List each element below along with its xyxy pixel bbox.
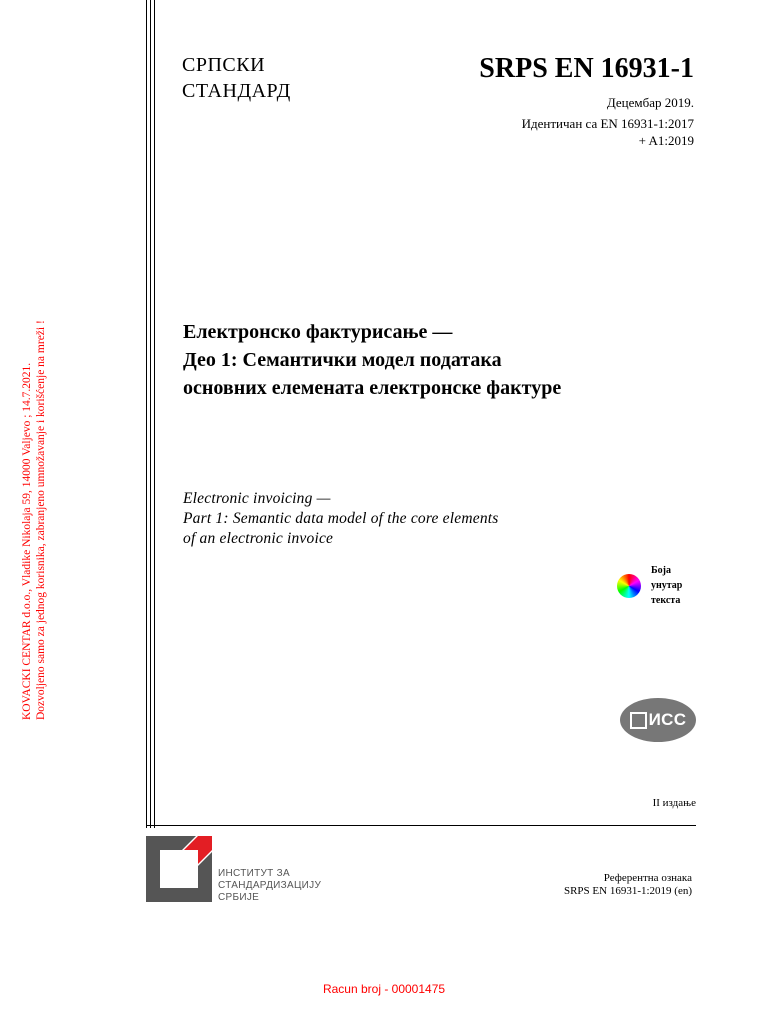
iss-square-icon [630,712,647,729]
license-watermark-line-1: KOVACKI CENTAR d.o.o., Vladike Nikolaja 59, 14000 Valjevo ; 14.7.2021. [21,362,33,720]
standard-type [182,52,291,104]
license-watermark [20,320,48,720]
standard-type-line-2: СТАНДАРД [182,80,291,102]
title-serbian-line-1: Електронско фактурисање — [183,321,453,343]
edition: II издање [652,797,696,809]
standard-code: SRPS EN 16931-1 [479,53,694,84]
color-wheel-icon [617,574,641,598]
invoice-number: Racun broj - 00001475 [322,982,446,996]
standard-type-line-1: СРПСКИ [182,54,266,76]
iss-logo [620,698,696,742]
reference-designation [480,872,692,898]
institute-logo-text [218,868,321,904]
left-rule-2 [150,0,151,828]
bottom-rule [146,825,696,826]
left-rule-1 [146,0,147,828]
color-note-line-2: унутар [651,580,683,591]
identical-with-line-1: Идентичан са EN 16931-1:2017 [521,116,694,131]
color-note-line-1: Боја [651,565,671,576]
publication-date: Децембар 2019. [606,95,694,110]
title-serbian-line-3: основних елемената електронске фактуре [183,377,562,399]
color-note-line-3: текста [651,595,681,606]
left-rule-3 [154,0,155,828]
institute-logo-line-2: СТАНДАРДИЗАЦИЈУ [218,880,322,891]
reference-label: Референтна ознака [603,872,692,884]
license-watermark-line-2: Dozvoljeno samo za jednog korisnika, zabranjeno umnožavanje i korišćenje na mreži ! [35,320,47,720]
title-english-line-3: of an electronic invoice [183,530,334,547]
title-english-line-1: Electronic invoicing — [183,490,331,507]
color-note [651,563,682,608]
institute-logo-icon [146,836,212,902]
title-english-line-2: Part 1: Semantic data model of the core elements [183,510,499,527]
title-serbian-line-2: Део 1: Семантички модел података [183,349,502,371]
iss-logo-text: ИСС [648,710,687,729]
institute-logo-line-3: СРБИЈЕ [218,892,260,903]
identical-with [420,115,694,149]
title-serbian [183,318,723,402]
title-english [183,489,723,549]
identical-with-line-2: + A1:2019 [638,133,694,148]
reference-value: SRPS EN 16931-1:2019 (en) [563,885,692,897]
institute-logo-line-1: ИНСТИТУТ ЗА [218,868,290,879]
